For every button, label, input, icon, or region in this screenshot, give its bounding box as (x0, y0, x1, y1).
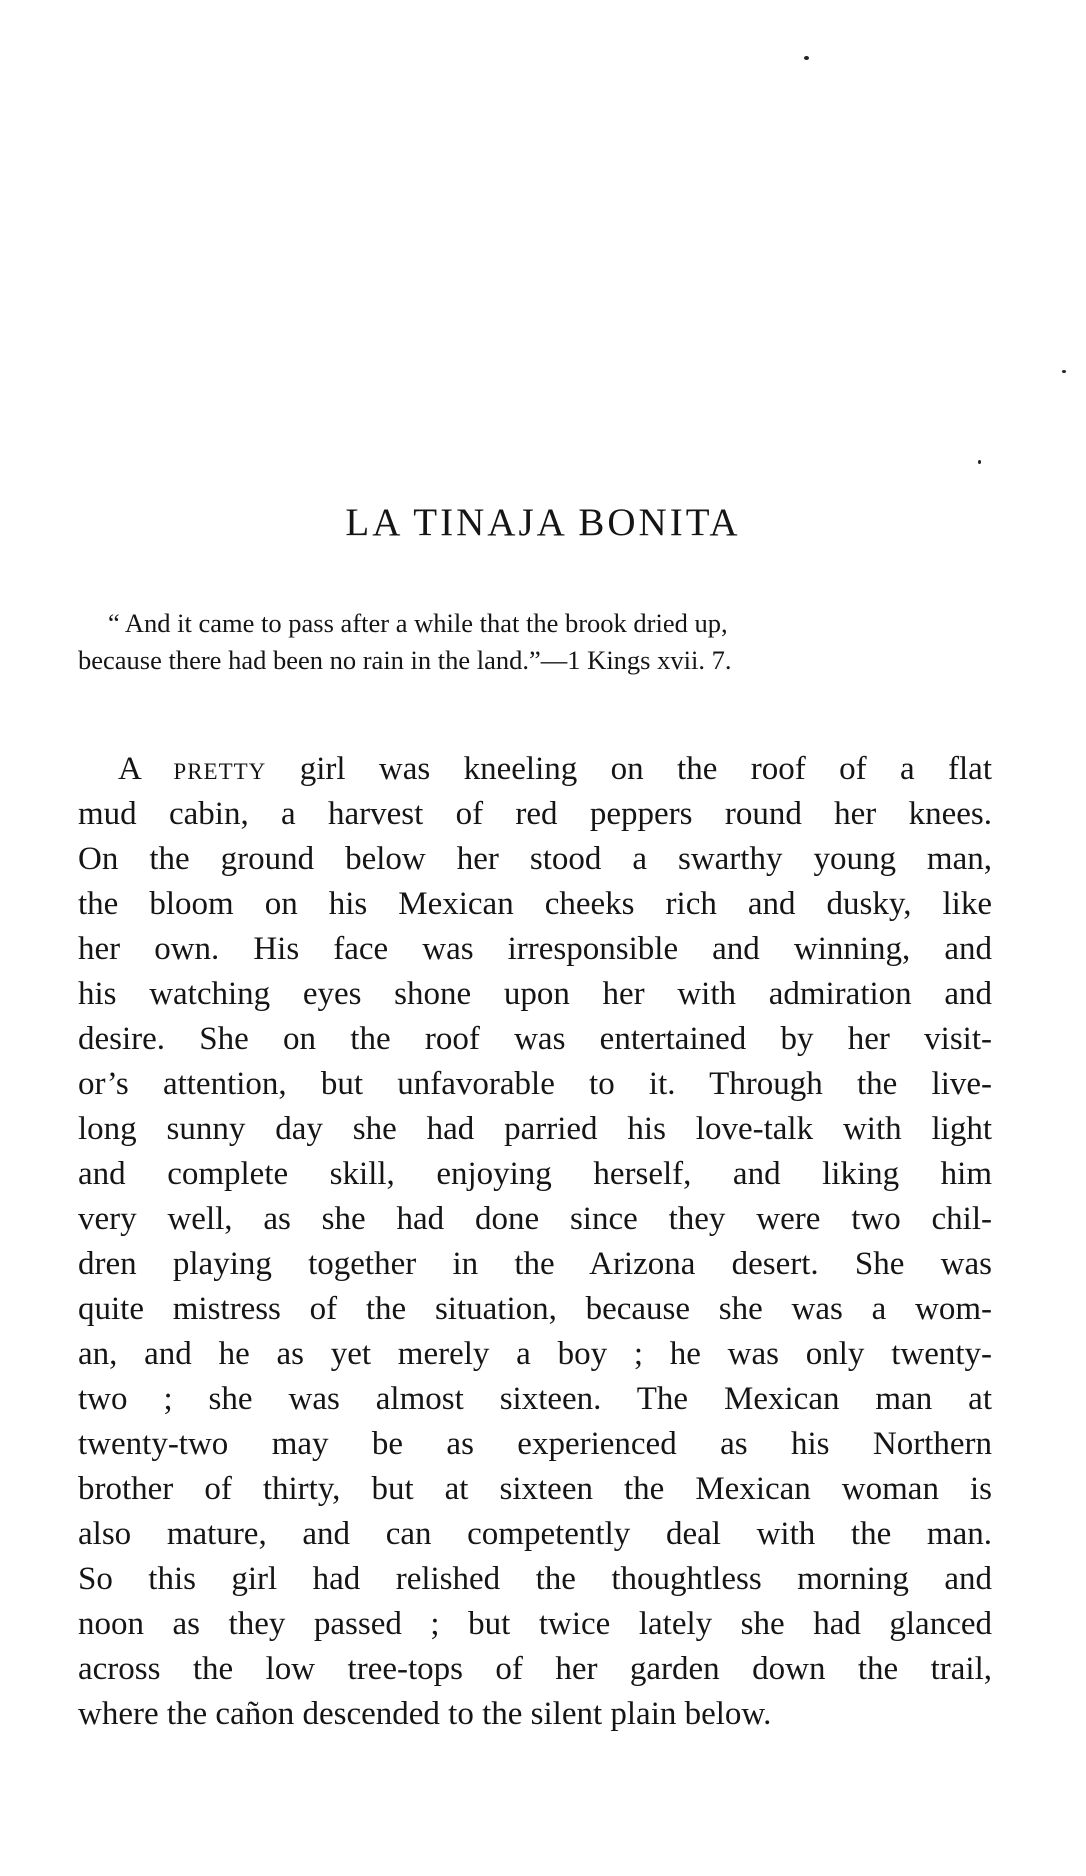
body-line: desire. She on the roof was entertained by her visit- (78, 1021, 992, 1057)
body-line: very well, as she had done since they were two chil- (78, 1201, 992, 1237)
ink-speck (804, 56, 809, 60)
body-line: On the ground below her stood a swarthy young man, (78, 841, 992, 877)
body-line: her own. His face was irresponsible and winning, and (78, 931, 992, 967)
body-line: twenty-two may be as experienced as his Northern (78, 1426, 992, 1462)
body-line: quite mistress of the situation, because she was a wom- (78, 1291, 992, 1327)
epigraph (78, 605, 988, 679)
opening-smallcaps: pretty (173, 751, 267, 787)
body-line: and complete skill, enjoying herself, and liking him (78, 1156, 992, 1192)
body-paragraph (78, 747, 992, 1737)
body-line: the bloom on his Mexican cheeks rich and dusky, like (78, 886, 992, 922)
body-line: dren playing together in the Arizona desert. She was (78, 1246, 992, 1282)
opening-word: A (118, 751, 141, 787)
epigraph-line: because there had been no rain in the land.”—1 Kings xvii. 7. (78, 645, 732, 675)
body-line: also mature, and can competently deal with the man. (78, 1516, 992, 1552)
body-line: two ; she was almost sixteen. The Mexican man at (78, 1381, 992, 1417)
body-line (78, 747, 992, 792)
ink-speck (1062, 370, 1066, 373)
page-title: LA TINAJA BONITA (345, 501, 741, 544)
body-line: long sunny day she had parried his love-talk with light (78, 1111, 992, 1147)
ink-speck (978, 460, 981, 464)
body-line: noon as they passed ; but twice lately she had glanced (78, 1606, 992, 1642)
body-line: across the low tree-tops of her garden down the trail, (78, 1651, 992, 1687)
epigraph-line: “ And it came to pass after a while that the brook dried up, (108, 608, 728, 638)
body-line: or’s attention, but unfavorable to it. Through the live- (78, 1066, 992, 1102)
body-line: mud cabin, a harvest of red peppers round her knees. (78, 796, 992, 832)
body-line: his watching eyes shone upon her with admiration and (78, 976, 992, 1012)
body-line: brother of thirty, but at sixteen the Mexican woman is (78, 1471, 992, 1507)
opening-line-rest: girl was kneeling on the roof of a flat (266, 751, 992, 787)
body-line: So this girl had relished the thoughtless morning and (78, 1561, 992, 1597)
body-line: where the cañon descended to the silent plain below. (78, 1696, 772, 1732)
body-line: an, and he as yet merely a boy ; he was only twenty- (78, 1336, 992, 1372)
